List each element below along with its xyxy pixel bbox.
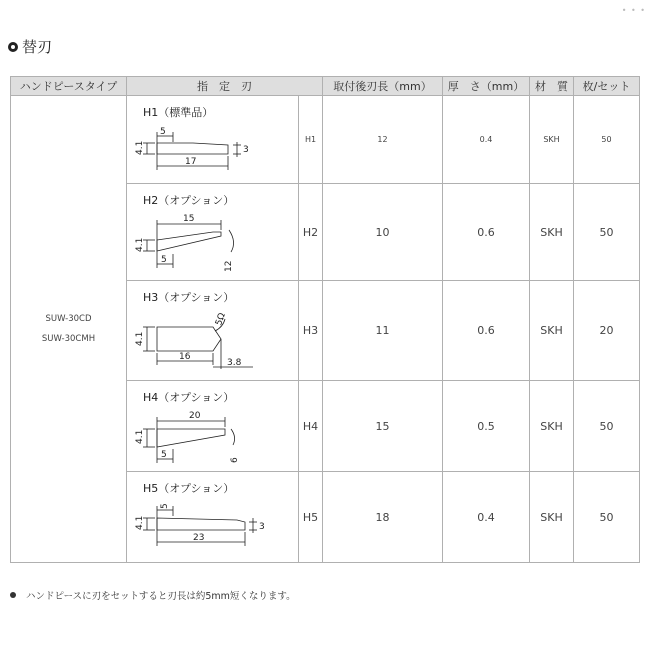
blade-material: SKH bbox=[530, 381, 574, 472]
section-title: 替刃 bbox=[22, 38, 53, 56]
dim-b: 5 bbox=[161, 255, 167, 265]
blade-per-set: 50 bbox=[574, 381, 640, 472]
blade-per-set: 50 bbox=[574, 472, 640, 563]
blade-code: H2 bbox=[299, 184, 323, 281]
blade-per-set: 50 bbox=[574, 184, 640, 281]
blade-name: H4（オプション） bbox=[143, 391, 235, 404]
blade-name: H2（オプション） bbox=[143, 194, 235, 207]
dim-b: 17 bbox=[185, 157, 197, 167]
dim-a: 5 bbox=[160, 503, 170, 509]
bullet-icon bbox=[10, 592, 16, 598]
blade-length: 12 bbox=[323, 96, 443, 184]
header-blade: 指 定 刃 bbox=[127, 77, 323, 96]
blade-cell bbox=[127, 381, 299, 472]
blade-thickness: 0.4 bbox=[443, 96, 530, 184]
dim-c: 12 bbox=[224, 260, 234, 272]
dim-h: 4.1 bbox=[135, 140, 145, 155]
blade-material: SKH bbox=[530, 184, 574, 281]
section-header bbox=[8, 36, 52, 57]
blade-length: 15 bbox=[323, 381, 443, 472]
blade-thickness: 0.5 bbox=[443, 381, 530, 472]
blade-length: 18 bbox=[323, 472, 443, 563]
blade-code: H3 bbox=[299, 281, 323, 381]
blade-name: H5（オプション） bbox=[143, 482, 235, 495]
blade-code: H5 bbox=[299, 472, 323, 563]
header-per-set: 枚/セット bbox=[574, 77, 640, 96]
dim-h: 4.1 bbox=[135, 331, 145, 346]
dim-b: 23 bbox=[193, 533, 205, 543]
handpiece-model-cell bbox=[11, 96, 127, 563]
blade-name: H1（標準品） bbox=[143, 106, 214, 119]
blade-cell bbox=[127, 96, 299, 184]
footnote bbox=[10, 588, 296, 602]
blade-cell bbox=[127, 281, 299, 381]
blade-spec-table bbox=[10, 76, 640, 563]
blade-material: SKH bbox=[530, 472, 574, 563]
handpiece-model: SUW-30CD bbox=[45, 314, 92, 324]
dim-h: 4.1 bbox=[135, 515, 145, 530]
header-thickness: 厚 さ（mm） bbox=[443, 77, 530, 96]
blade-code: H4 bbox=[299, 381, 323, 472]
dim-b: 5 bbox=[161, 450, 167, 460]
dim-c: 6 bbox=[230, 457, 240, 463]
dim-a: 20 bbox=[189, 411, 201, 421]
dim-a: 5 bbox=[160, 127, 166, 137]
blade-cell bbox=[127, 472, 299, 563]
handpiece-model: SUW-30CMH bbox=[41, 334, 96, 344]
dim-h: 4.1 bbox=[135, 429, 145, 444]
table-row bbox=[11, 96, 640, 184]
blade-h2-diagram bbox=[133, 208, 298, 278]
dim-a: 15 bbox=[183, 214, 195, 224]
dim-c: 3.8 bbox=[227, 358, 242, 368]
header-material: 材 質 bbox=[530, 77, 574, 96]
blade-cell bbox=[127, 184, 299, 281]
header-handpiece-type: ハンドピースタイプ bbox=[11, 77, 127, 96]
blade-per-set: 50 bbox=[574, 96, 640, 184]
blade-material: SKH bbox=[530, 96, 574, 184]
blade-length: 11 bbox=[323, 281, 443, 381]
dim-h: 4.1 bbox=[135, 237, 145, 252]
corner-dots: • • • bbox=[621, 6, 646, 15]
header-length: 取付後刃長（mm） bbox=[323, 77, 443, 96]
dim-a: 5Ω bbox=[214, 311, 228, 328]
table-header-row bbox=[11, 77, 640, 96]
blade-per-set: 20 bbox=[574, 281, 640, 381]
blade-length: 10 bbox=[323, 184, 443, 281]
blade-thickness: 0.4 bbox=[443, 472, 530, 563]
blade-code: H1 bbox=[299, 96, 323, 184]
dim-b: 16 bbox=[179, 352, 191, 362]
blade-h1-diagram bbox=[133, 120, 298, 180]
blade-thickness: 0.6 bbox=[443, 184, 530, 281]
dim-c: 3 bbox=[243, 145, 249, 155]
blade-h5-diagram bbox=[133, 496, 298, 562]
blade-thickness: 0.6 bbox=[443, 281, 530, 381]
circle-icon bbox=[8, 42, 18, 52]
blade-h4-diagram bbox=[133, 405, 298, 471]
blade-material: SKH bbox=[530, 281, 574, 381]
blade-name: H3（オプション） bbox=[143, 291, 235, 304]
dim-c: 3 bbox=[259, 522, 265, 532]
footnote-text: ハンドピースに刃をセットすると刃長は約5mm短くなります。 bbox=[26, 591, 296, 602]
blade-h3-diagram bbox=[133, 305, 298, 377]
